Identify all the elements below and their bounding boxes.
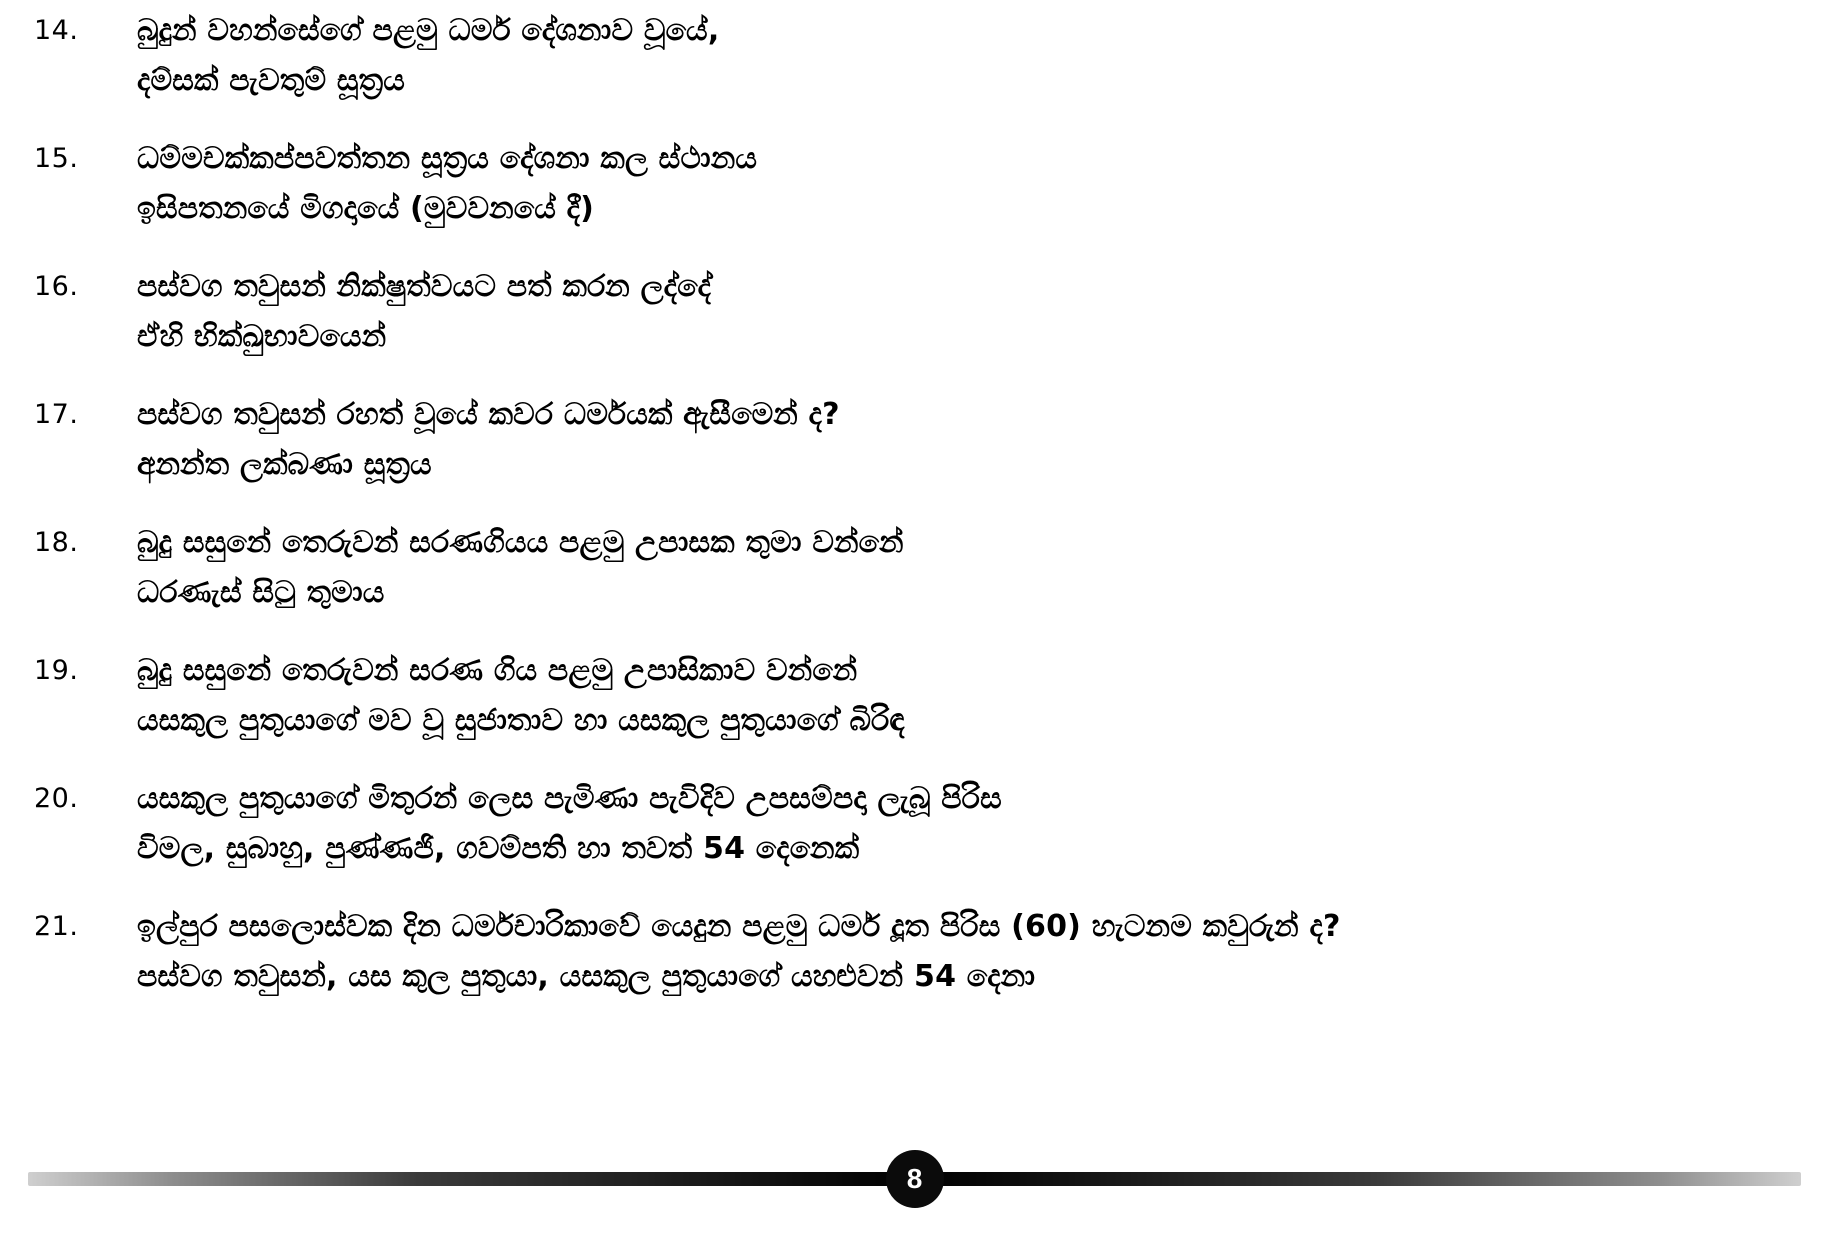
page-footer <box>0 1144 1829 1214</box>
list-item <box>0 646 1829 746</box>
list-item <box>0 774 1829 874</box>
item-number: 21. <box>34 911 79 942</box>
item-question: බුදු සසුනේ තෙරුවන් සරණ ගිය පළමු උපාසිකාව වන්නේ <box>137 653 858 688</box>
item-answer: දම්සක් පැවතුම් සූත්‍රය <box>137 63 405 98</box>
item-number: 19. <box>34 655 79 686</box>
item-body <box>96 902 1829 1002</box>
item-body <box>96 262 1829 362</box>
item-question: බුදුන් වහන්සේගේ පළමු ධර්ම දේශනාව වූයේ, <box>137 13 720 48</box>
item-number: 14. <box>34 15 79 46</box>
item-number: 16. <box>34 271 79 302</box>
item-answer: ඒහි භික්ඛුභාවයෙන් <box>137 319 387 354</box>
item-body <box>96 518 1829 618</box>
item-answer: යසකුල පුතුයාගේ මව වූ සුජාතාව හා යසකුල පුතුයාගේ බිරිඳ <box>137 703 905 738</box>
item-body <box>96 390 1829 490</box>
list-item <box>0 518 1829 618</box>
item-question: පස්වග තවුසන් රහත් වූයේ කවර ධර්මයක් ඇසීමෙන් ද? <box>137 397 840 432</box>
page-number-badge: 8 <box>886 1150 944 1208</box>
item-answer: අනන්ත ලක්බණා සූත්‍රය <box>137 447 432 482</box>
item-number: 15. <box>34 143 79 174</box>
item-answer: ධරණැස් සිටු තුමාය <box>137 575 385 610</box>
item-question: බුදු සසුනේ තෙරුවන් සරණගියය පළමු උපාසක තුමා වන්නේ <box>137 525 904 560</box>
list-item <box>0 6 1829 106</box>
item-question: ධම්මචක්කප්පවත්තන සූත්‍රය දේශනා කල ස්ථානය <box>137 141 758 176</box>
item-number: 18. <box>34 527 79 558</box>
item-number: 20. <box>34 783 79 814</box>
list-item <box>0 390 1829 490</box>
item-question: පස්වග තවුසන් නික්ෂුත්වයට පත් කරන ලද්දේ <box>137 269 712 304</box>
list-item <box>0 134 1829 234</box>
item-body <box>96 646 1829 746</box>
item-question: යසකුල පුතුයාගේ මිතුරන් ලෙස පැමිණා පැවිදිව උපසම්පදා ලැබූ පිරිස <box>137 781 1002 816</box>
list-item <box>0 262 1829 362</box>
item-answer: පස්වග තවුසන්, යස කුල පුතුයා, යසකුල පුතුයාගේ යහළුවන් 54 දෙනා <box>137 959 1036 994</box>
item-body <box>96 134 1829 234</box>
item-number: 17. <box>34 399 79 430</box>
list-item <box>0 902 1829 1002</box>
item-body <box>96 774 1829 874</box>
item-answer: විමල, සුබාහු, පුණ්ණජි, ගවම්පති හා තවත් 54 දෙනෙක් <box>137 831 860 866</box>
item-answer: ඉසිපතනයේ මිගදායේ (මුවවනයේ දී) <box>137 191 595 226</box>
item-body <box>96 6 1829 106</box>
item-question: ඉල්පුර පසලොස්වක දින ධර්මචාරිකාවේ යෙදුන පළමු ධර්ම දූත පිරිස (60) හැටනම කවුරුන් ද? <box>137 909 1341 944</box>
